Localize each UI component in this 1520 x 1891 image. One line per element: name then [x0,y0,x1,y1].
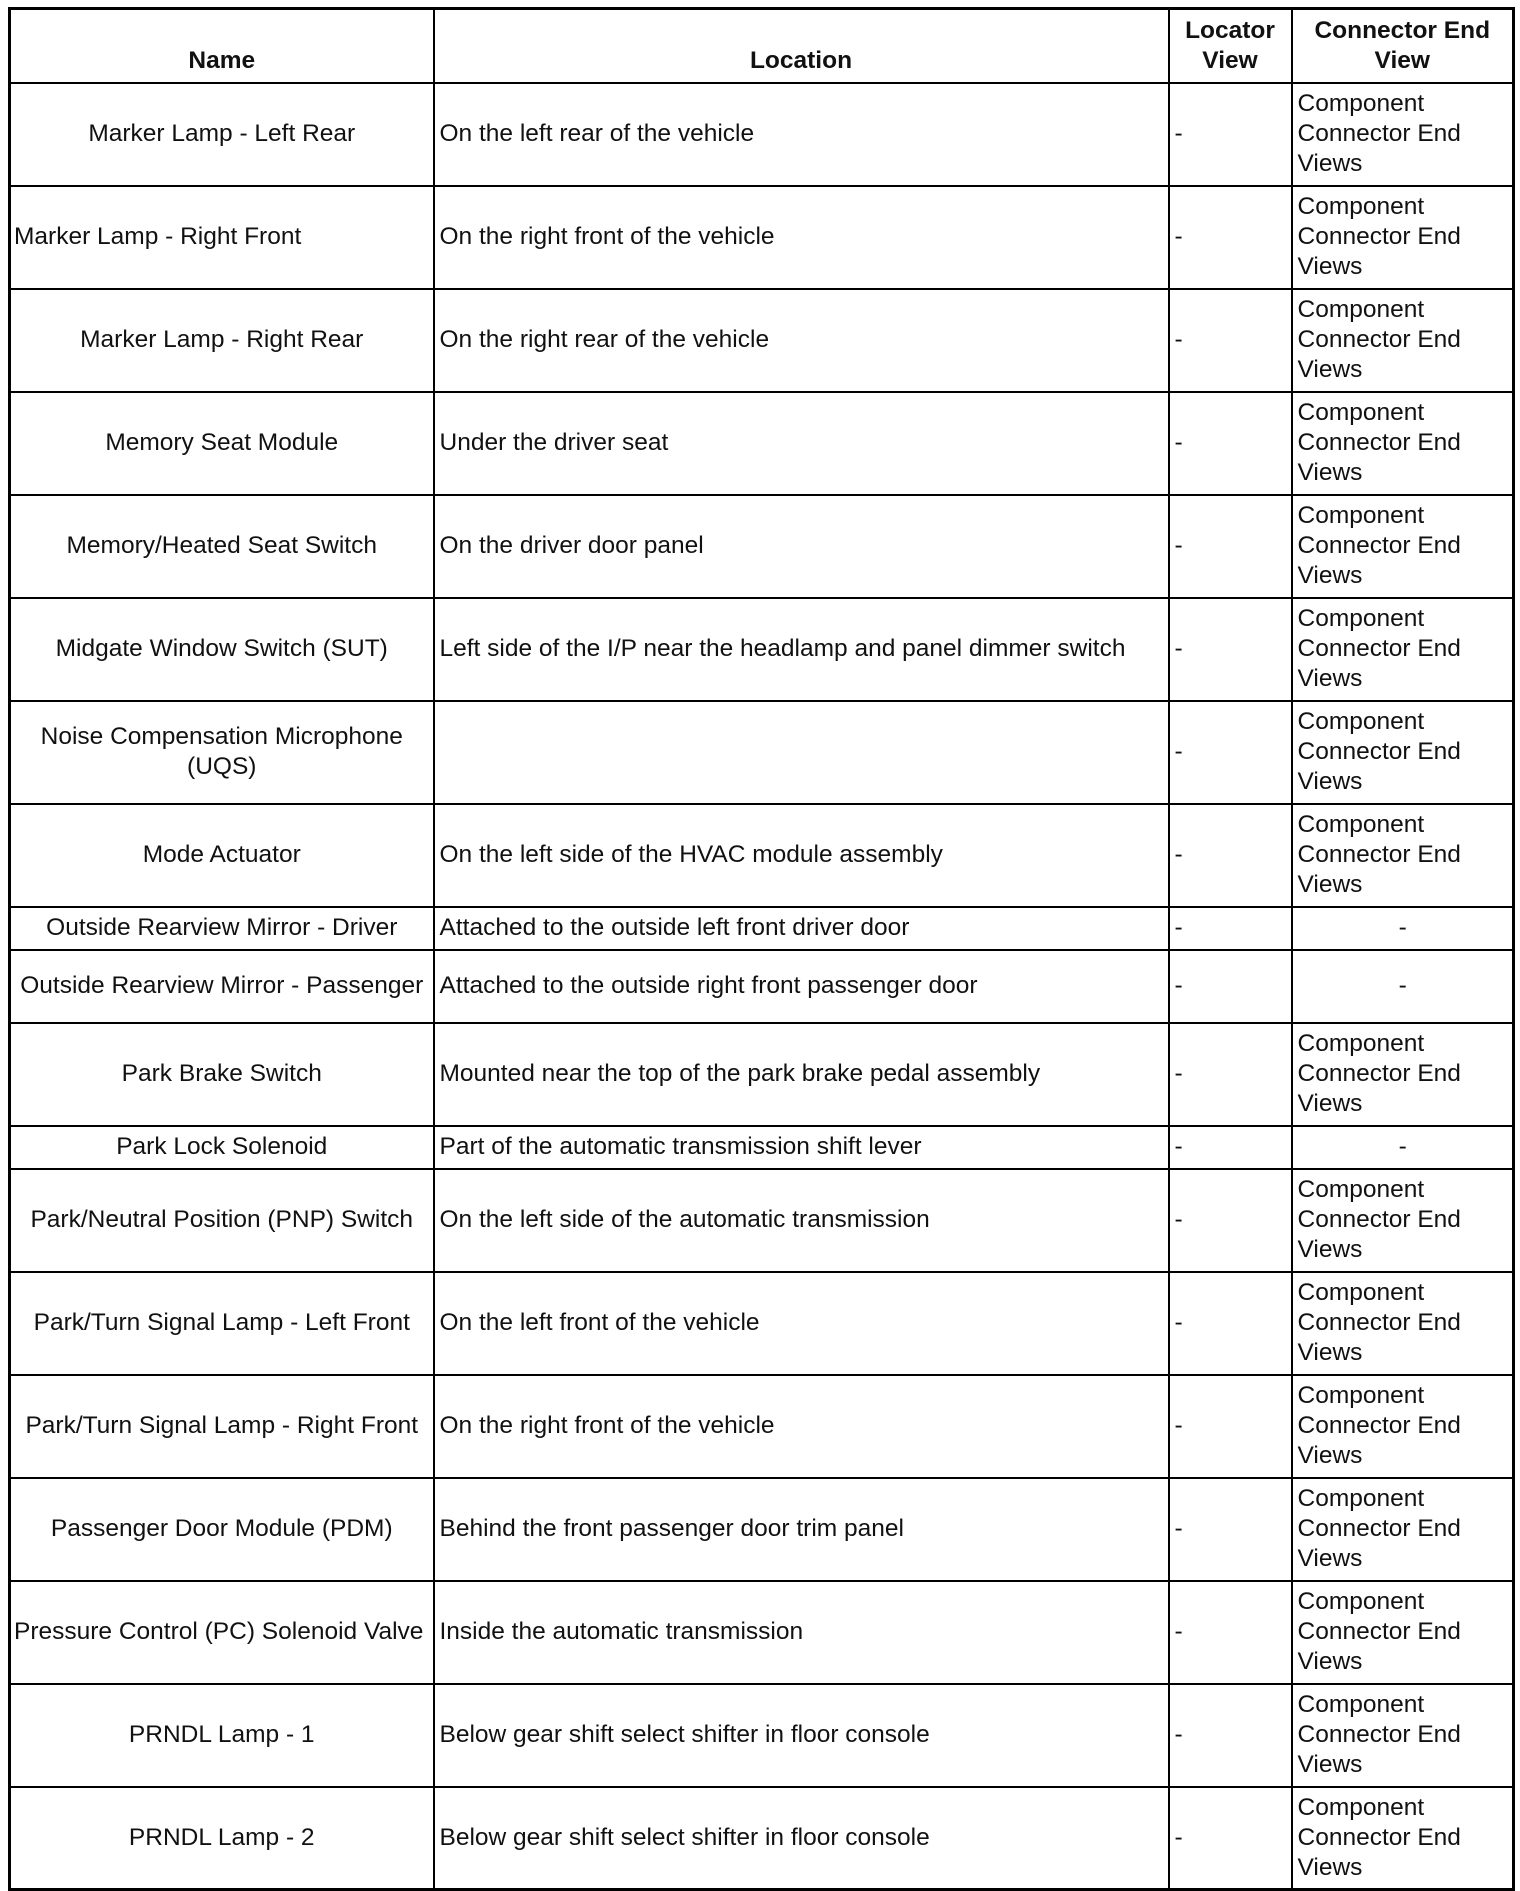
table-row [10,83,1514,186]
cell-locator-view: - [1169,1787,1292,1890]
table-row [10,495,1514,598]
cell-connector-end-view: Component Connector End Views [1292,83,1514,186]
table-row [10,1023,1514,1126]
component-locator-table [8,7,1515,1891]
cell-locator-view: - [1169,1169,1292,1272]
table-row [10,907,1514,950]
cell-location: On the left side of the HVAC module assembly [434,804,1169,907]
cell-locator-view: - [1169,289,1292,392]
cell-connector-end-view: Component Connector End Views [1292,1375,1514,1478]
cell-connector-end-view: Component Connector End Views [1292,1684,1514,1787]
cell-location: Inside the automatic transmission [434,1581,1169,1684]
cell-location: Attached to the outside left front driver door [434,907,1169,950]
cell-locator-view: - [1169,950,1292,1023]
cell-locator-view: - [1169,1375,1292,1478]
cell-connector-end-view: - [1292,950,1514,1023]
cell-connector-end-view: Component Connector End Views [1292,1272,1514,1375]
component-locator-table-wrapper [8,7,1515,1891]
cell-location: On the right rear of the vehicle [434,289,1169,392]
table-row [10,289,1514,392]
table-row [10,950,1514,1023]
cell-locator-view: - [1169,186,1292,289]
cell-locator-view: - [1169,1023,1292,1126]
cell-name: Park/Neutral Position (PNP) Switch [10,1169,434,1272]
table-row [10,1169,1514,1272]
cell-connector-end-view: Component Connector End Views [1292,1787,1514,1890]
cell-name: Mode Actuator [10,804,434,907]
cell-location: On the left side of the automatic transmission [434,1169,1169,1272]
cell-name: Noise Compensation Microphone (UQS) [10,701,434,804]
cell-locator-view: - [1169,804,1292,907]
header-row [10,9,1514,83]
table-row [10,701,1514,804]
cell-connector-end-view: Component Connector End Views [1292,392,1514,495]
table-row [10,1581,1514,1684]
table-row [10,1684,1514,1787]
cell-connector-end-view: Component Connector End Views [1292,495,1514,598]
table-row [10,1272,1514,1375]
cell-location: Behind the front passenger door trim panel [434,1478,1169,1581]
cell-locator-view: - [1169,495,1292,598]
cell-location: On the left rear of the vehicle [434,83,1169,186]
cell-connector-end-view: Component Connector End Views [1292,701,1514,804]
table-row [10,392,1514,495]
cell-location: Under the driver seat [434,392,1169,495]
cell-location: Attached to the outside right front passenger door [434,950,1169,1023]
cell-name: Pressure Control (PC) Solenoid Valve [10,1581,434,1684]
cell-connector-end-view: Component Connector End Views [1292,804,1514,907]
cell-locator-view: - [1169,1272,1292,1375]
cell-name: Marker Lamp - Left Rear [10,83,434,186]
cell-location: On the left front of the vehicle [434,1272,1169,1375]
table-row [10,1126,1514,1169]
cell-name: PRNDL Lamp - 1 [10,1684,434,1787]
cell-location: On the driver door panel [434,495,1169,598]
cell-name: Memory/Heated Seat Switch [10,495,434,598]
table-row [10,186,1514,289]
cell-connector-end-view: Component Connector End Views [1292,289,1514,392]
table-row [10,598,1514,701]
cell-connector-end-view: Component Connector End Views [1292,1023,1514,1126]
cell-connector-end-view: Component Connector End Views [1292,1169,1514,1272]
cell-name: Passenger Door Module (PDM) [10,1478,434,1581]
cell-location: Part of the automatic transmission shift lever [434,1126,1169,1169]
header-connector-end-view: Connector End View [1292,9,1514,83]
cell-location: Left side of the I/P near the headlamp and panel dimmer switch [434,598,1169,701]
cell-locator-view: - [1169,1126,1292,1169]
cell-locator-view: - [1169,1581,1292,1684]
cell-name: Park/Turn Signal Lamp - Left Front [10,1272,434,1375]
cell-location: On the right front of the vehicle [434,186,1169,289]
table-row [10,1787,1514,1890]
cell-name: Marker Lamp - Right Front [10,186,434,289]
cell-location: On the right front of the vehicle [434,1375,1169,1478]
cell-locator-view: - [1169,701,1292,804]
table-row [10,1375,1514,1478]
cell-name: Park/Turn Signal Lamp - Right Front [10,1375,434,1478]
cell-locator-view: - [1169,392,1292,495]
cell-name: Memory Seat Module [10,392,434,495]
cell-location: Mounted near the top of the park brake pedal assembly [434,1023,1169,1126]
cell-locator-view: - [1169,83,1292,186]
cell-connector-end-view: Component Connector End Views [1292,1581,1514,1684]
cell-locator-view: - [1169,598,1292,701]
table-row [10,804,1514,907]
cell-connector-end-view: - [1292,1126,1514,1169]
cell-location: Below gear shift select shifter in floor console [434,1684,1169,1787]
cell-connector-end-view: Component Connector End Views [1292,186,1514,289]
cell-connector-end-view: Component Connector End Views [1292,598,1514,701]
cell-locator-view: - [1169,907,1292,950]
cell-name: Marker Lamp - Right Rear [10,289,434,392]
cell-location [434,701,1169,804]
cell-name: Park Lock Solenoid [10,1126,434,1169]
header-location: Location [434,9,1169,83]
cell-locator-view: - [1169,1478,1292,1581]
cell-connector-end-view: - [1292,907,1514,950]
header-locator-view: Locator View [1169,9,1292,83]
cell-location: Below gear shift select shifter in floor console [434,1787,1169,1890]
cell-name: Midgate Window Switch (SUT) [10,598,434,701]
table-row [10,1478,1514,1581]
cell-connector-end-view: Component Connector End Views [1292,1478,1514,1581]
cell-name: Outside Rearview Mirror - Passenger [10,950,434,1023]
header-name: Name [10,9,434,83]
cell-name: Outside Rearview Mirror - Driver [10,907,434,950]
cell-name: Park Brake Switch [10,1023,434,1126]
cell-locator-view: - [1169,1684,1292,1787]
cell-name: PRNDL Lamp - 2 [10,1787,434,1890]
